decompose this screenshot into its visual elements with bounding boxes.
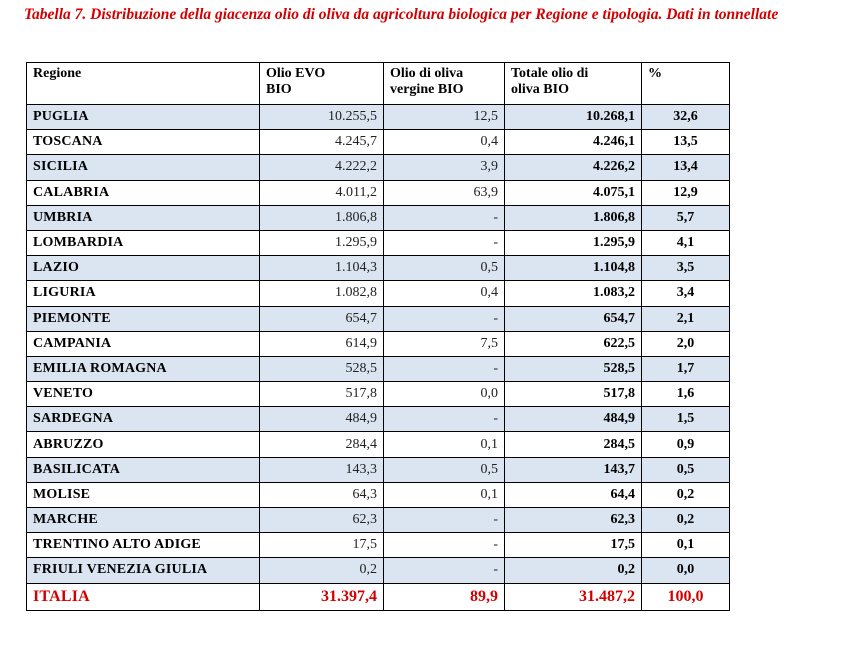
table-row [27,205,730,230]
cell-percent: 1,5 [642,407,730,432]
cell-percent: 32,6 [642,105,730,130]
cell-olio-evo: 1.082,8 [260,281,384,306]
header-percent: % [642,63,730,105]
total-row [27,583,730,610]
cell-totale: 17,5 [505,533,642,558]
cell-percent: 13,4 [642,155,730,180]
cell-percent: 2,0 [642,331,730,356]
header-olio-vergine: Olio di oliva vergine BIO [384,63,505,105]
cell-percent: 3,5 [642,256,730,281]
cell-olio-vergine: - [384,205,505,230]
cell-olio-vergine: 0,1 [384,482,505,507]
cell-region: CALABRIA [27,180,260,205]
cell-region: FRIULI VENEZIA GIULIA [27,558,260,583]
cell-percent: 1,6 [642,382,730,407]
header-totale: Totale olio di oliva BIO [505,63,642,105]
cell-region: CAMPANIA [27,331,260,356]
cell-olio-evo: 1.295,9 [260,230,384,255]
cell-region: PUGLIA [27,105,260,130]
cell-olio-evo: 17,5 [260,533,384,558]
cell-olio-vergine: 0,5 [384,457,505,482]
data-table [26,62,730,611]
table-body [27,105,730,611]
header-region: Regione [27,63,260,105]
table-row [27,482,730,507]
cell-olio-evo: 64,3 [260,482,384,507]
cell-olio-evo: 4.222,2 [260,155,384,180]
table-row [27,180,730,205]
total-label: ITALIA [27,583,260,610]
cell-percent: 12,9 [642,180,730,205]
cell-olio-vergine: 63,9 [384,180,505,205]
cell-olio-vergine: - [384,533,505,558]
cell-region: ABRUZZO [27,432,260,457]
cell-olio-evo: 284,4 [260,432,384,457]
cell-totale: 1.806,8 [505,205,642,230]
cell-totale: 0,2 [505,558,642,583]
table-row [27,356,730,381]
cell-olio-vergine: - [384,306,505,331]
table-row [27,432,730,457]
cell-olio-vergine: 0,4 [384,130,505,155]
cell-percent: 1,7 [642,356,730,381]
table-row [27,558,730,583]
table-row [27,457,730,482]
cell-olio-evo: 517,8 [260,382,384,407]
cell-totale: 484,9 [505,407,642,432]
cell-olio-evo: 614,9 [260,331,384,356]
cell-olio-evo: 143,3 [260,457,384,482]
total-olio-evo: 31.397,4 [260,583,384,610]
cell-region: LOMBARDIA [27,230,260,255]
cell-totale: 1.295,9 [505,230,642,255]
cell-olio-evo: 10.255,5 [260,105,384,130]
cell-region: EMILIA ROMAGNA [27,356,260,381]
cell-olio-evo: 654,7 [260,306,384,331]
cell-totale: 654,7 [505,306,642,331]
header-olio-evo: Olio EVO BIO [260,63,384,105]
cell-olio-evo: 4.011,2 [260,180,384,205]
cell-percent: 0,5 [642,457,730,482]
cell-olio-vergine: - [384,407,505,432]
cell-totale: 4.226,2 [505,155,642,180]
cell-olio-vergine: - [384,558,505,583]
cell-percent: 0,9 [642,432,730,457]
cell-region: LIGURIA [27,281,260,306]
cell-percent: 3,4 [642,281,730,306]
cell-totale: 1.083,2 [505,281,642,306]
cell-olio-vergine: - [384,508,505,533]
cell-region: MARCHE [27,508,260,533]
table-row [27,382,730,407]
cell-olio-evo: 4.245,7 [260,130,384,155]
cell-percent: 2,1 [642,306,730,331]
cell-totale: 64,4 [505,482,642,507]
table-row [27,281,730,306]
table-row [27,105,730,130]
cell-olio-evo: 528,5 [260,356,384,381]
cell-totale: 10.268,1 [505,105,642,130]
cell-region: SICILIA [27,155,260,180]
cell-totale: 528,5 [505,356,642,381]
table-caption: Tabella 7. Distribuzione della giacenza olio di oliva da agricoltura biologica per Regione e tipologia. Dati in tonnellate [24,6,779,23]
cell-olio-vergine: 12,5 [384,105,505,130]
cell-region: PIEMONTE [27,306,260,331]
table-row [27,155,730,180]
cell-olio-evo: 62,3 [260,508,384,533]
cell-totale: 4.075,1 [505,180,642,205]
cell-percent: 0,2 [642,508,730,533]
table-row [27,306,730,331]
table-row [27,331,730,356]
table-row [27,533,730,558]
cell-olio-vergine: 7,5 [384,331,505,356]
table-row [27,256,730,281]
cell-region: VENETO [27,382,260,407]
cell-olio-evo: 484,9 [260,407,384,432]
header-row [27,63,730,105]
total-totale: 31.487,2 [505,583,642,610]
cell-percent: 0,0 [642,558,730,583]
total-olio-vergine: 89,9 [384,583,505,610]
cell-percent: 0,2 [642,482,730,507]
table-row [27,230,730,255]
cell-percent: 5,7 [642,205,730,230]
cell-olio-vergine: - [384,230,505,255]
cell-region: BASILICATA [27,457,260,482]
cell-region: SARDEGNA [27,407,260,432]
cell-percent: 13,5 [642,130,730,155]
cell-percent: 4,1 [642,230,730,255]
total-percent: 100,0 [642,583,730,610]
table-row [27,407,730,432]
cell-olio-evo: 1.806,8 [260,205,384,230]
cell-olio-vergine: 0,4 [384,281,505,306]
cell-olio-vergine: 3,9 [384,155,505,180]
table-row [27,508,730,533]
cell-region: TRENTINO ALTO ADIGE [27,533,260,558]
cell-totale: 4.246,1 [505,130,642,155]
cell-region: LAZIO [27,256,260,281]
cell-olio-evo: 0,2 [260,558,384,583]
cell-olio-evo: 1.104,3 [260,256,384,281]
cell-olio-vergine: - [384,356,505,381]
cell-region: MOLISE [27,482,260,507]
cell-totale: 62,3 [505,508,642,533]
cell-totale: 517,8 [505,382,642,407]
cell-olio-vergine: 0,5 [384,256,505,281]
cell-region: UMBRIA [27,205,260,230]
cell-totale: 143,7 [505,457,642,482]
table-row [27,130,730,155]
cell-olio-vergine: 0,0 [384,382,505,407]
cell-totale: 622,5 [505,331,642,356]
cell-olio-vergine: 0,1 [384,432,505,457]
cell-percent: 0,1 [642,533,730,558]
cell-totale: 1.104,8 [505,256,642,281]
cell-totale: 284,5 [505,432,642,457]
cell-region: TOSCANA [27,130,260,155]
